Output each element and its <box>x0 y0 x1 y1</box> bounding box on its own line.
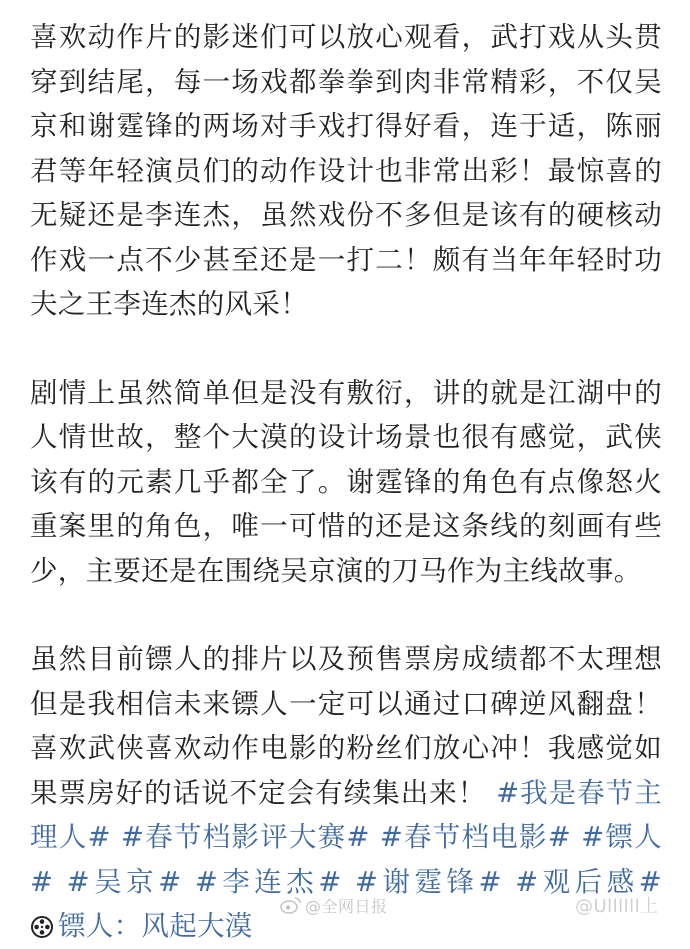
movie-card-link[interactable] <box>30 910 253 942</box>
post-paragraph-1: 喜欢动作片的影迷们可以放心观看，武打戏从头贯穿到结尾，每一场戏都拳拳到肉非常精彩，不仅吴京和谢霆锋的两场对手戏打得好看，连于适，陈丽君等年轻演员们的动作设计也非常出彩！最惊喜的无疑还是李连杰，虽然戏份不多但是该有的硬核动作戏一点不少甚至还是一打二！颇有当年年轻时功夫之王李连杰的风采！ <box>30 21 662 320</box>
film-reel-icon <box>30 915 54 939</box>
hashtag-link[interactable]: #吴京# <box>66 865 182 898</box>
post-body <box>30 15 662 949</box>
post-paragraph-3-text: 虽然目前镖人的排片以及预售票房成绩都不太理想但是我相信未来镖人一定可以通过口碑逆风翻盘！喜欢武侠喜欢动作电影的粉丝们放心冲！我感觉如果票房好的话说不定会有续集出来！ <box>30 643 662 809</box>
post-paragraph-2: 剧情上虽然简单但是没有敷衍，讲的就是江湖中的人情世故，整个大漠的设计场景也很有感觉，武侠该有的元素几乎都全了。谢霆锋的角色有点像怒火重案里的角色，唯一可惜的还是这条线的刻画有些少，主要还是在围绕吴京演的刀马作为主线故事。 <box>30 376 662 587</box>
movie-card-label: 镖人：风起大漠 <box>58 910 253 942</box>
hashtag-link[interactable]: #观后感# <box>515 865 662 898</box>
hashtag-link[interactable]: #春节档影评大赛# <box>120 821 370 853</box>
watermark-username: @Ullllll上 <box>575 896 659 917</box>
hashtag-link[interactable]: #镖人# <box>30 821 662 898</box>
hashtag-link[interactable]: #谢霆锋# <box>354 865 502 898</box>
watermark-logo-text: @全网日报 <box>305 896 388 916</box>
watermark-logo <box>280 892 388 918</box>
hashtag-link[interactable]: #我是春节主理人# <box>30 776 662 853</box>
hashtag-link[interactable]: #春节档电影# <box>379 821 572 853</box>
hashtag-link[interactable]: #李连杰# <box>194 865 342 898</box>
weibo-logo-icon <box>280 896 302 914</box>
